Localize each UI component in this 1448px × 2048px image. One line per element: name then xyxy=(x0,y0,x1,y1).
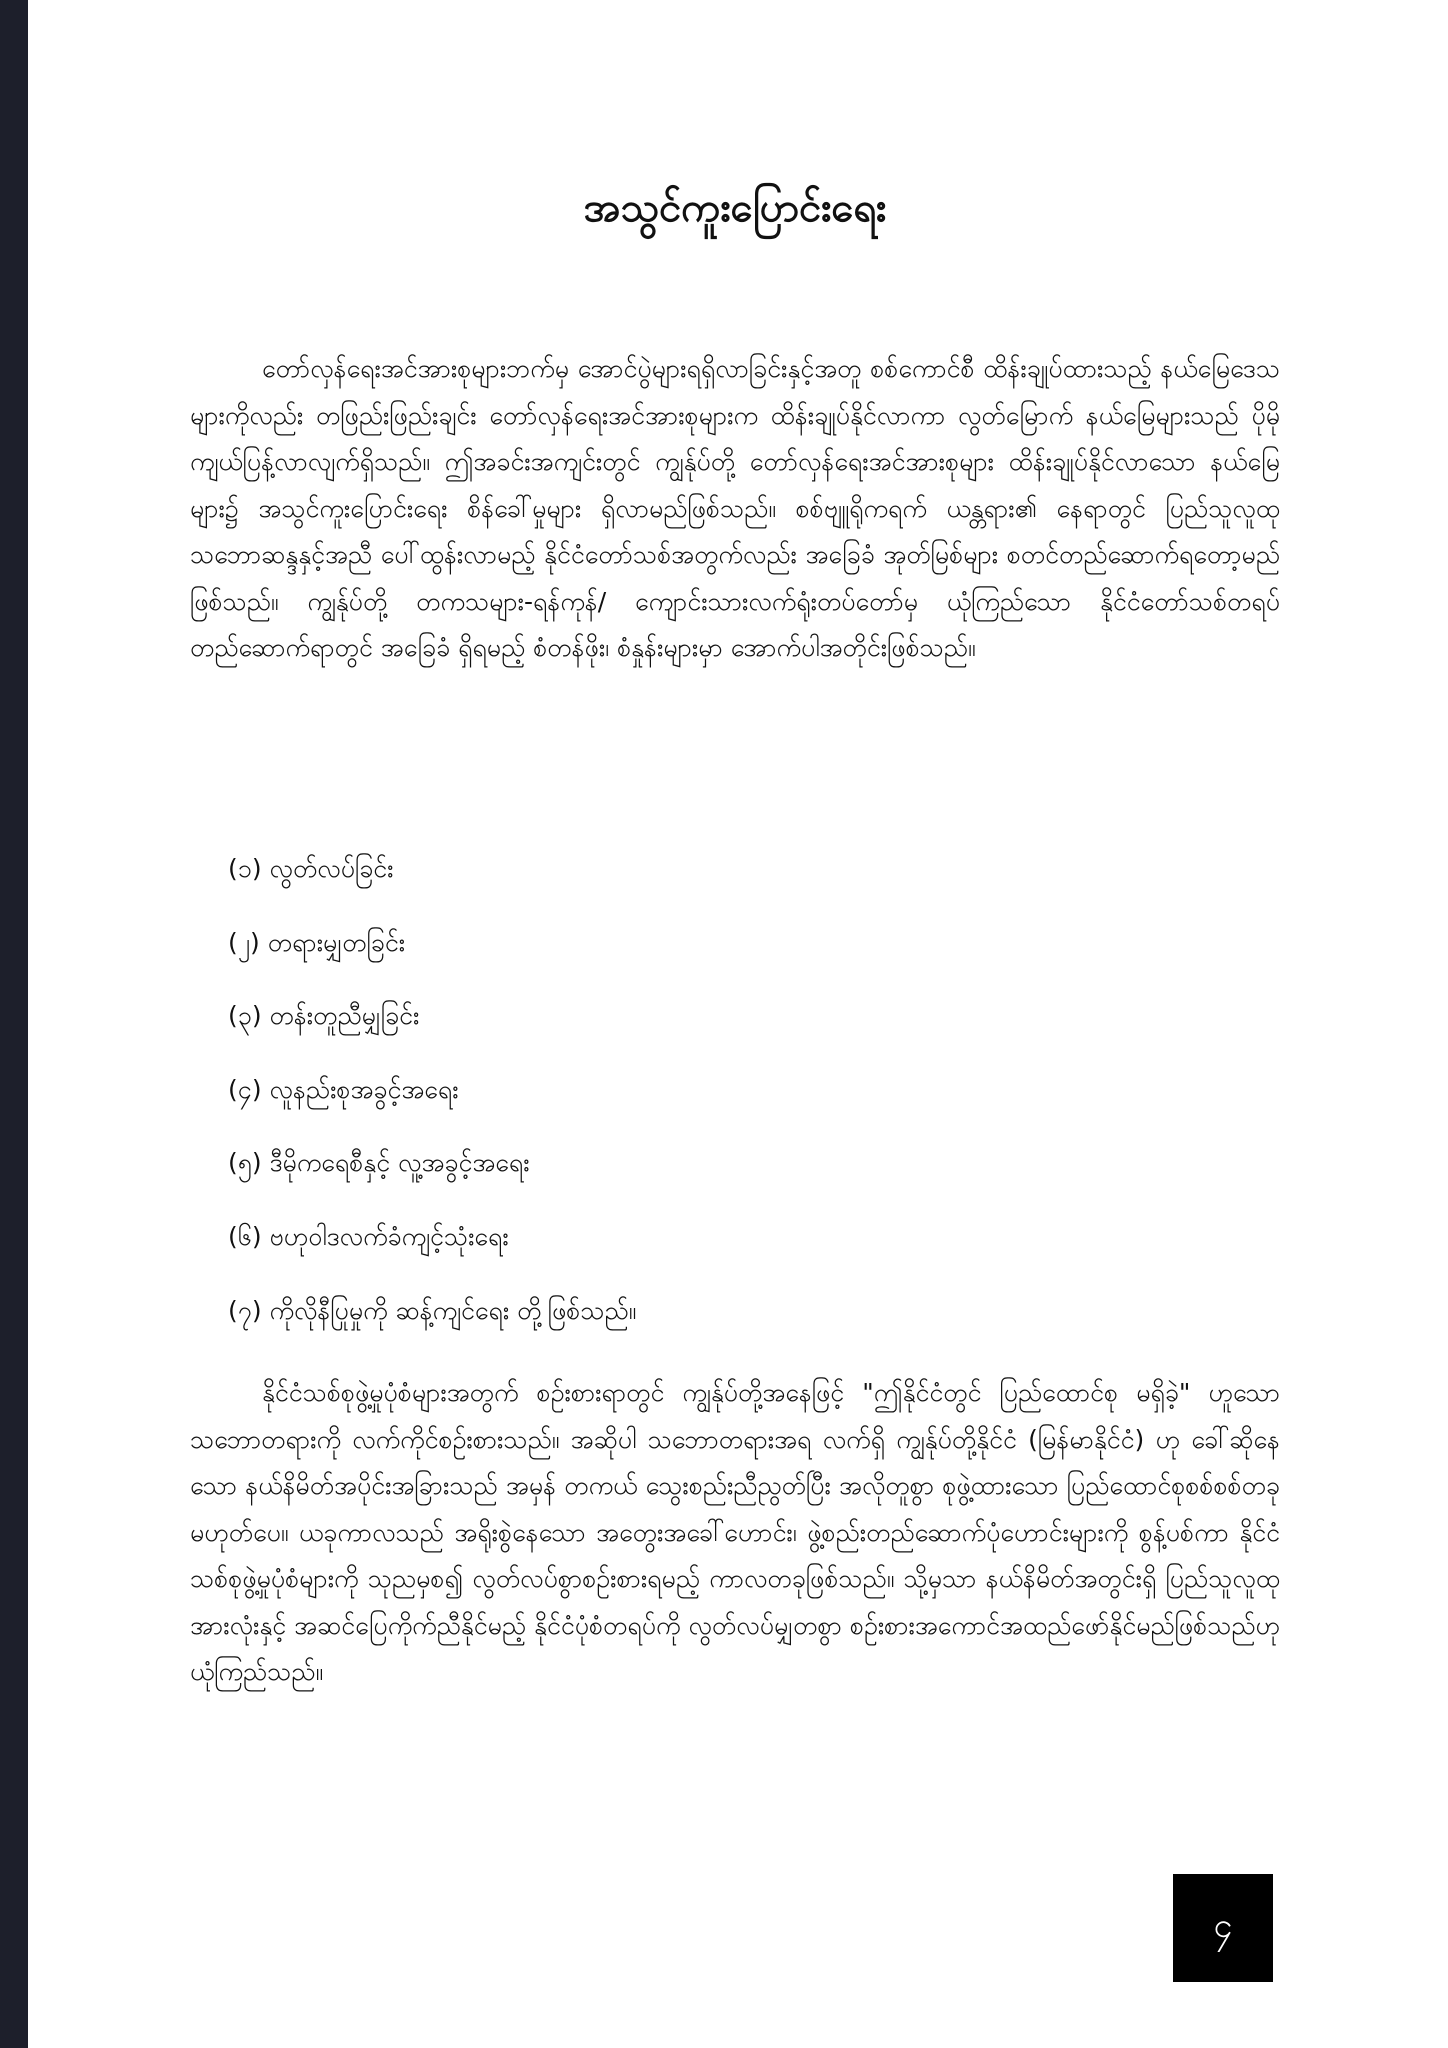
page-number: ၄ xyxy=(1213,1905,1233,1946)
paragraph-conclusion xyxy=(190,1370,1280,1830)
page-title: အသွင်ကူးပြောင်းရေး xyxy=(583,185,887,231)
paragraph-intro-text: တော်လှန်ရေးအင်အားစုများဘက်မှ အောင်ပွဲများရရှိလာခြင်းနှင့်အတူ စစ်ကောင်စီ ထိန်းချုပ်ထားသည့် နယ်မြေဒေသများကိုလည်း တဖြည်းဖြည်းချင်း တော်လှန်ရေးအင်အားစုများက ထိန်းချုပ်နိုင်လာကာ လွတ်မြောက် နယ်မြေများသည် ပိုမိုကျယ်ပြန့်လာလျက်ရှိသည်။ ဤအခင်းအကျင်းတွင် ကျွန်ုပ်တို့ တော်လှန်ရေးအင်အားစုများ ထိန်းချုပ်နိုင်လာသော နယ်မြေများ၌ အသွင်ကူးပြောင်းရေး စိန်ခေါ်မှုများ ရှိလာမည်ဖြစ်သည်။ စစ်ဗျူရိုကရက် ယန္တရား၏ နေရာတွင် ပြည်သူလူထု သဘောဆန္ဒနှင့်အညီ ပေါ်ထွန်းလာမည့် နိုင်ငံတော်သစ်အတွက်လည်း အခြေခံ အုတ်မြစ်များ စတင်တည်ဆောက်ရတော့မည်ဖြစ်သည်။ ကျွန်ုပ်တို့ တကသများ-ရန်ကုန်/ ကျောင်းသားလက်ရုံးတပ်တော်မှ ယုံကြည်သော နိုင်ငံတော်သစ်တရပ် တည်ဆောက်ရာတွင် အခြေခံ ရှိရမည့် စံတန်ဖိုး၊ စံနှုန်းများမှာ အောက်ပါအတိုင်းဖြစ်သည်။ xyxy=(190,354,1280,662)
list-item: (၄) လူနည်းစုအခွင့်အရေး xyxy=(228,1074,459,1104)
list-item: (၂) တရားမျှတခြင်း xyxy=(228,927,406,957)
paragraph-intro xyxy=(190,346,1280,816)
list-item: (၆) ဗဟုဝါဒလက်ခံကျင့်သုံးရေး xyxy=(228,1221,509,1251)
list-item: (၁) လွတ်လပ်ခြင်း xyxy=(228,854,394,883)
list-item: (၅) ဒီမိုကရေစီနှင့် လူ့အခွင့်အရေး xyxy=(228,1148,530,1178)
document-page xyxy=(190,0,1280,2048)
list-item: (၇) ကိုလိုနီပြုမှုကို ဆန့်ကျင်ရေး တို့ဖြစ်သည်။ xyxy=(228,1295,637,1325)
paragraph-conclusion-text: နိုင်ငံသစ်စုဖွဲ့မှုပုံစံများအတွက် စဉ်းစားရာတွင် ကျွန်ုပ်တို့အနေဖြင့် "ဤနိုင်ငံတွင် ပြည်ထောင်စု မရှိခဲ့" ဟူသော သဘောတရားကို လက်ကိုင်စဉ်းစားသည်။ အဆိုပါ သဘောတရားအရ လက်ရှိ ကျွန်ုပ်တို့နိုင်ငံ (မြန်မာနိုင်ငံ) ဟု ခေါ်ဆိုနေသော နယ်နိမိတ်အပိုင်းအခြားသည် အမှန် တကယ် သွေးစည်းညီညွတ်ပြီး အလိုတူစွာ စုဖွဲ့ထားသော ပြည်ထောင်စုစစ်စစ်တခု မဟုတ်ပေ။ ယခုကာလသည် အရိုးစွဲနေသော အတွေးအခေါ်ဟောင်း၊ ဖွဲ့စည်းတည်ဆောက်ပုံဟောင်းများကို စွန့်ပစ်ကာ နိုင်ငံသစ်စုဖွဲ့မှုပုံစံများကို သုညမှစ၍ လွတ်လပ်စွာစဉ်းစားရမည့် ကာလတခုဖြစ်သည်။ သို့မှသာ နယ်နိမိတ်အတွင်းရှိ ပြည်သူလူထုအားလုံးနှင့် အဆင်ပြေကိုက်ညီနိုင်မည့် နိုင်ငံပုံစံတရပ်ကို လွတ်လပ်မျှတစွာ စဉ်းစားအကောင်အထည်ဖော်နိုင်မည်ဖြစ်သည်ဟု ယုံကြည်သည်။ xyxy=(190,1378,1280,1686)
values-list xyxy=(228,846,1278,1361)
page-number-box xyxy=(1173,1874,1273,1982)
left-edge-bar xyxy=(0,0,28,2048)
list-item: (၃) တန်းတူညီမျှခြင်း xyxy=(228,1001,420,1031)
